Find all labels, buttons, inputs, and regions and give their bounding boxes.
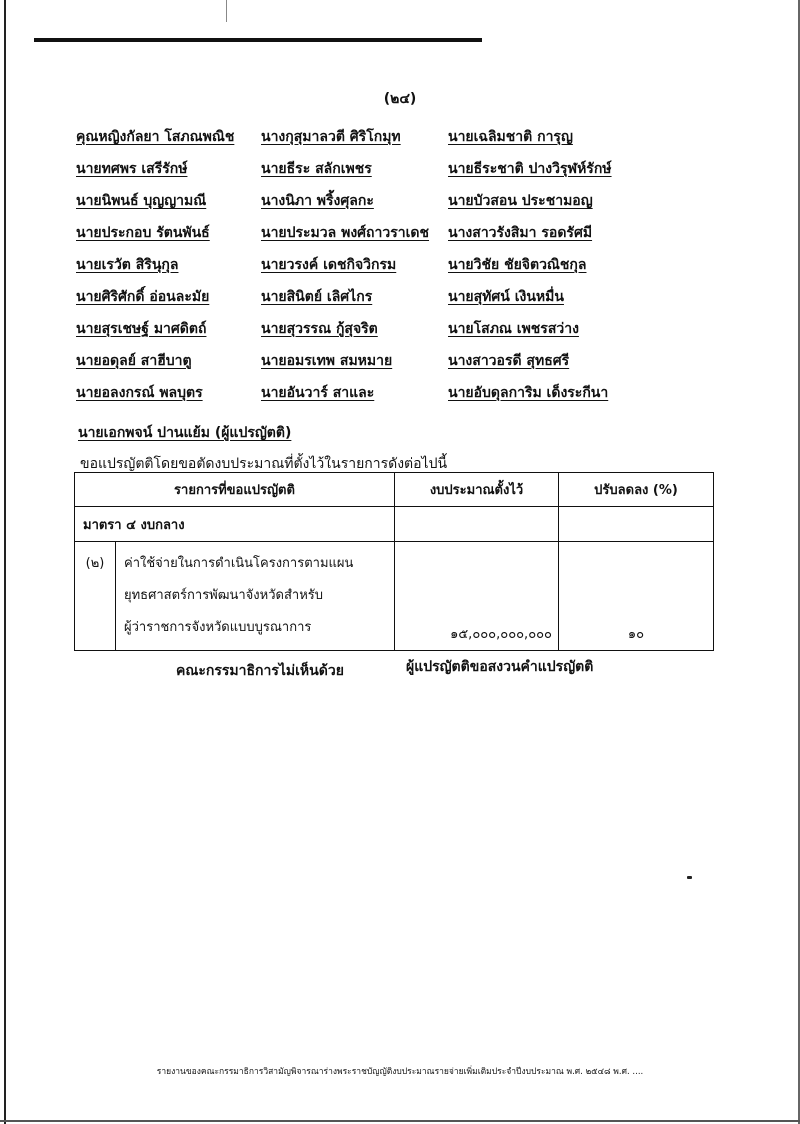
page-number: (๒๔) [383,91,417,107]
row-budget: ๑๕,๐๐๐,๐๐๐,๐๐๐ [395,542,559,651]
member-name: นายอับดุลการิม เด็งระกีนา [448,385,609,401]
request-statement: ขอแปรญัตติโดยขอตัดงบประมาณที่ตั้งไว้ในรายการดังต่อไปนี้ [80,456,448,472]
member-name: นางนิภา พริ้งศุลกะ [261,193,374,209]
member-row [76,318,666,350]
table-row [75,542,714,651]
scan-border-left [4,0,6,1124]
member-name: นายสุรเชษฐ์ มาศดิตถ์ [76,321,207,337]
amendment-table [74,472,714,651]
member-name: นายบัวสอน ประชามอญ [448,193,593,209]
member-name: นายประมวล พงศ์ถาวราเดช [261,225,430,241]
committee-opinion: คณะกรรมาธิการไม่เห็นด้วย [176,663,344,679]
row-description [116,542,395,651]
description-line: ค่าใช้จ่ายในการดำเนินโครงการตามแผน [124,556,354,571]
member-name: นายเรวัต สิรินุกุล [76,257,179,273]
member-name: นางกุสุมาลวตี ศิริโกมุท [261,129,401,145]
member-row [76,254,666,286]
table-header-row [75,473,714,507]
member-name: นายสินิตย์ เลิศไกร [261,289,373,305]
scan-border-bottom [0,1120,800,1122]
member-name: นายอันวาร์ สาและ [261,385,375,401]
member-name: นายศิริศักดิ์ อ่อนละมัย [76,289,210,305]
member-name: นายวิชัย ชัยจิตวณิชกุล [448,257,587,273]
member-name: นายเฉลิมชาติ การุญ [448,129,573,145]
member-row [76,286,666,318]
member-name: นายสุวรรณ กู้สุจริต [261,321,378,337]
header-rule [34,38,482,42]
scan-speck [687,876,692,879]
member-name: นายทศพร เสรีรักษ์ [76,161,188,177]
section-budget-cell [395,507,559,542]
member-name: นายสุทัศน์ เงินหมื่น [448,289,564,305]
section-cut-cell [559,507,714,542]
member-list [76,126,666,414]
mover-name: นายเอกพจน์ ปานแย้ม (ผู้แปรญัตติ) [78,425,292,441]
member-name: นายธีระชาติ ปางวิรุฬห์รักษ์ [448,161,612,177]
header-budget: งบประมาณตั้งไว้ [395,473,559,507]
member-name: นายอมรเทพ สมหมาย [261,353,393,369]
row-cut: ๑๐ [559,542,714,651]
header-cut: ปรับลดลง (%) [559,473,714,507]
member-row [76,222,666,254]
member-row [76,158,666,190]
member-name: นายนิพนธ์ บุญญามณี [76,193,207,209]
section-row [75,507,714,542]
description-line: ยุทธศาสตร์การพัฒนาจังหวัดสำหรับ [124,588,323,603]
member-row [76,190,666,222]
member-name: นายธีระ สลักเพชร [261,161,372,177]
row-index: (๒) [75,542,116,651]
member-name: นายโสภณ เพชรสว่าง [448,321,579,337]
member-row [76,350,666,382]
member-name: นายอดุลย์ สาฮีบาตู [76,353,192,369]
member-row [76,126,666,158]
member-name: นางสาวอรดี สุทธศรี [448,353,570,369]
mover-opinion: ผู้แปรญัตติขอสงวนคำแปรญัตติ [406,659,594,675]
member-name: นายอลงกรณ์ พลบุตร [76,385,203,401]
member-name: นายวรงค์ เดชกิจวิกรม [261,257,397,273]
page-footer: รายงานของคณะกรรมาธิการวิสามัญพิจารณาร่างพระราชบัญญัติงบประมาณรายจ่ายเพิ่มเติมประจำปีงบประมาณ พ.ศ. ๒๕๔๘ พ.ศ. .... [156,1067,644,1077]
member-name: นางสาวรังสิมา รอดรัศมี [448,225,593,241]
member-name: คุณหญิงกัลยา โสภณพณิช [76,129,235,145]
member-name: นายประกอบ รัตนพันธ์ [76,225,210,241]
fold-mark [226,0,227,22]
section-title: มาตรา ๔ งบกลาง [75,507,395,542]
description-line: ผู้ว่าราชการจังหวัดแบบบูรณาการ [124,620,312,635]
member-row [76,382,666,414]
header-item: รายการที่ขอแปรญัตติ [75,473,395,507]
